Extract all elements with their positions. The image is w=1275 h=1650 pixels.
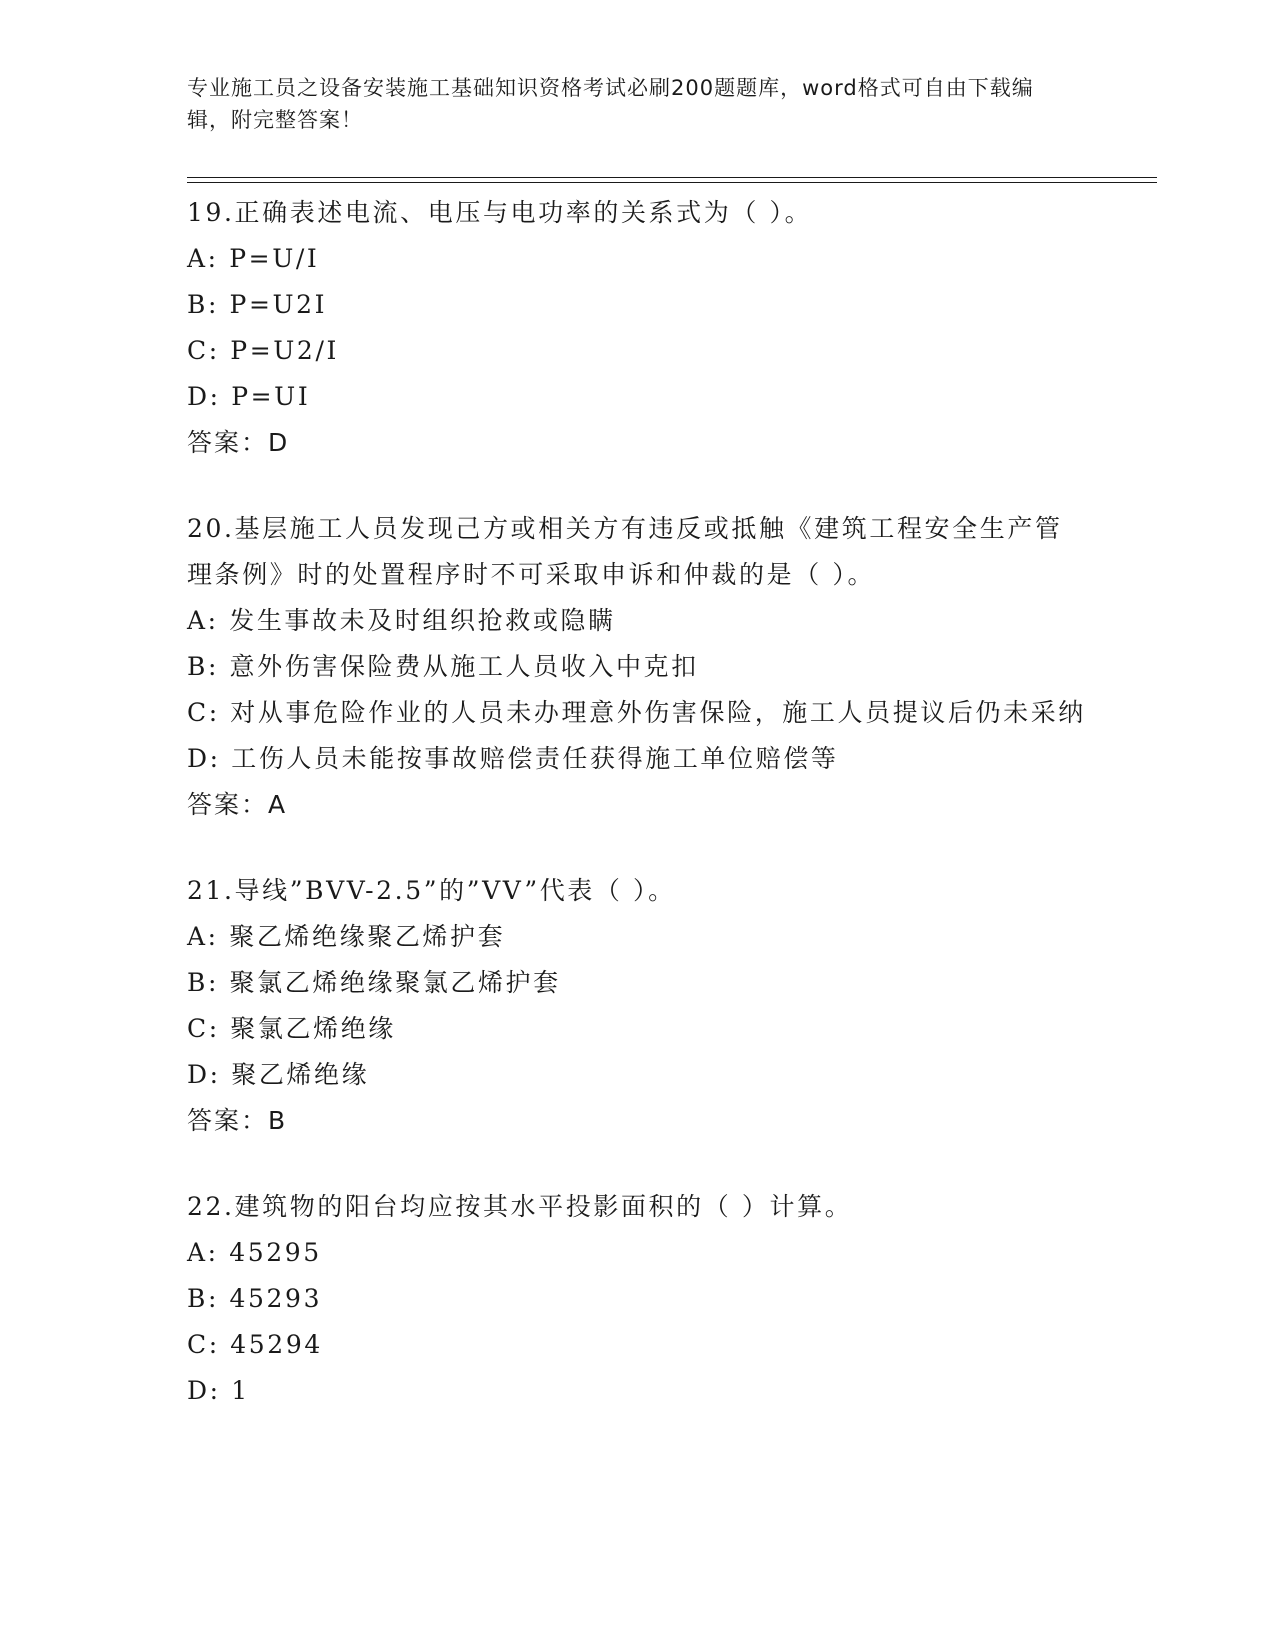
- option-d: D: 1: [187, 1376, 250, 1405]
- option-b: B: 45293: [187, 1284, 323, 1313]
- option-c: C: 对从事危险作业的人员未办理意外伤害保险，施工人员提议后仍未采纳: [187, 698, 1086, 727]
- question-22: [187, 1184, 1087, 1414]
- question-20: [187, 506, 1087, 828]
- option-d: D: P=UI: [187, 382, 311, 411]
- option-a: A: P=U/I: [187, 244, 320, 273]
- option-b: B: P=U2I: [187, 290, 328, 319]
- option-d: D: 工伤人员未能按事故赔偿责任获得施工单位赔偿等: [187, 744, 839, 773]
- option-c: C: 聚氯乙烯绝缘: [187, 1014, 396, 1043]
- question-stem: 22.建筑物的阳台均应按其水平投影面积的（ ）计算。: [187, 1192, 853, 1221]
- option-d: D: 聚乙烯绝缘: [187, 1060, 370, 1089]
- question-stem: 19.正确表述电流、电压与电功率的关系式为（ ）。: [187, 198, 813, 227]
- answer: 答案：D: [187, 428, 290, 457]
- document-header: 专业施工员之设备安装施工基础知识资格考试必刷200题题库，word格式可自由下载编辑，附完整答案！: [187, 76, 1034, 132]
- header-divider-bottom: [187, 182, 1157, 183]
- option-a: A: 45295: [187, 1238, 322, 1267]
- option-b: B: 意外伤害保险费从施工人员收入中克扣: [187, 652, 699, 681]
- option-c: C: P=U2/I: [187, 336, 339, 365]
- answer: 答案：A: [187, 790, 288, 819]
- option-a: A: 发生事故未及时组织抢救或隐瞒: [187, 606, 616, 635]
- question-stem: 21.导线”BVV-2.5”的”VV”代表（ ）。: [187, 876, 676, 905]
- option-c: C: 45294: [187, 1330, 323, 1359]
- header-divider-top: [187, 177, 1157, 178]
- option-a: A: 聚乙烯绝缘聚乙烯护套: [187, 922, 506, 951]
- question-19: [187, 190, 1087, 466]
- question-21: [187, 868, 1087, 1144]
- option-b: B: 聚氯乙烯绝缘聚氯乙烯护套: [187, 968, 561, 997]
- answer: 答案：B: [187, 1106, 288, 1135]
- question-list: [187, 190, 1087, 1454]
- question-stem: 20.基层施工人员发现己方或相关方有违反或抵触《建筑工程安全生产管理条例》时的处置程序时不可采取申诉和仲裁的是（ ）。: [187, 514, 1063, 589]
